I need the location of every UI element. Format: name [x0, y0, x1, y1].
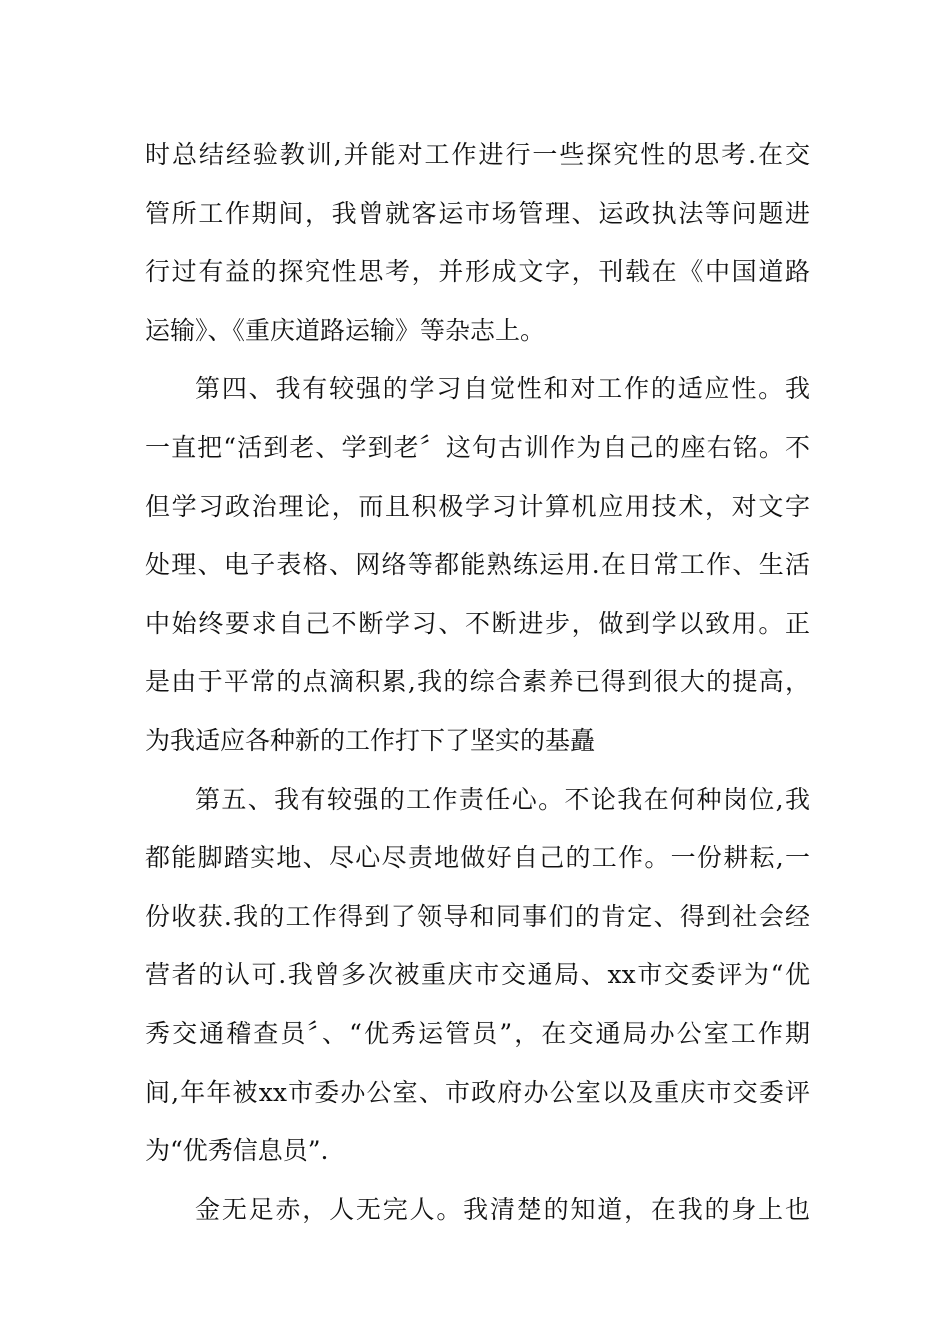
paragraph — [145, 360, 810, 770]
text-line: 第五、我有较强的工作责任心。不论我在何种岗位,我 — [195, 784, 810, 814]
text-line: 份收获.我的工作得到了领导和同事们的肯定、得到社会经 — [145, 901, 810, 931]
text-line: 但学习政治理论，而且积极学习计算机应用技术，对文字 — [145, 491, 810, 521]
text-line: 时总结经验教训,并能对工作进行一些探究性的思考.在交 — [145, 140, 810, 169]
text-line: 是由于平常的点滴积累,我的综合素养已得到很大的提高， — [145, 667, 810, 697]
text-line: 都能脚踏实地、尽心尽责地做好自己的工作。一份耕耘,一 — [145, 843, 810, 873]
text-line: 运输》、《重庆道路运输》等杂志上。 — [145, 315, 546, 345]
text-line: 间,年年被xx市委办公室、市政府办公室以及重庆市交委评 — [145, 1077, 810, 1107]
text-line: 金无足赤，人无完人。我清楚的知道，在我的身上也 — [195, 1194, 810, 1224]
text-line: 中始终要求自己不断学习、不断进步，做到学以致用。正 — [145, 608, 810, 638]
paragraph — [145, 771, 810, 1181]
text-line: 管所工作期间，我曾就客运市场管理、运政执法等问题进 — [145, 198, 810, 228]
paragraph — [145, 126, 810, 360]
text-line: 营者的认可.我曾多次被重庆市交通局、xx市交委评为“优 — [145, 960, 810, 990]
paragraph — [145, 1181, 810, 1240]
text-line: 第四、我有较强的学习自觉性和对工作的适应性。我 — [195, 374, 810, 404]
text-line: 秀交通稽查员〞、“优秀运管员”，在交通局办公室工作期 — [145, 1018, 810, 1048]
text-line: 处理、电子表格、网络等都能熟练运用.在日常工作、生活 — [145, 550, 810, 580]
text-line: 为“优秀信息员”. — [145, 1136, 329, 1166]
body-text — [145, 126, 810, 1239]
text-line: 行过有益的探究性思考，并形成文字，刊载在《中国道路 — [145, 257, 810, 287]
text-line: 为我适应各种新的工作打下了坚实的基矗 — [145, 725, 596, 755]
text-line: 一直把“活到老、学到老〞这句古训作为自己的座右铭。不 — [145, 432, 810, 462]
